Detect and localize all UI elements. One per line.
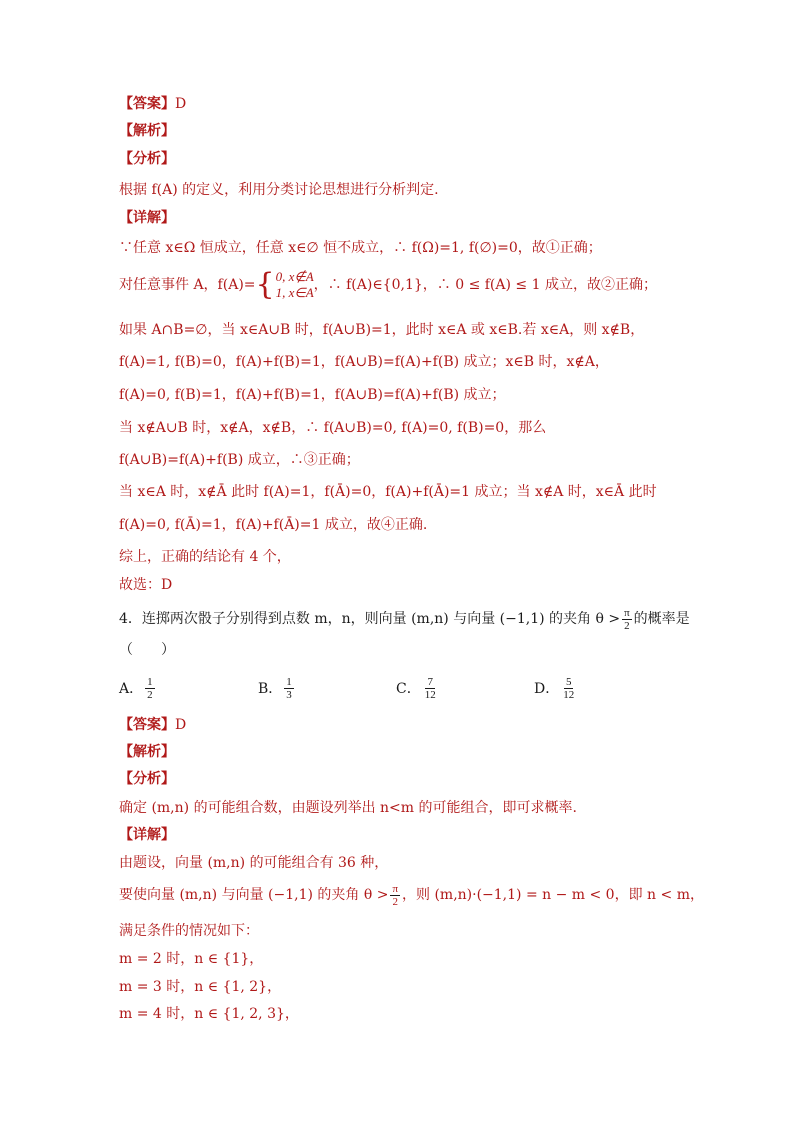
fenxi-label: 【分析】: [119, 151, 175, 167]
detail-line-10: 综上，正确的结论有 4 个，: [119, 549, 291, 565]
fenxi-text: 根据 f(A) 的定义，利用分类讨论思想进行分析判定.: [119, 182, 439, 198]
q4-stem-text: 4．连掷两次骰子分别得到点数 m，n，则向量 (m,n) 与向量 (−1,1) 的夹角 θ >: [119, 611, 621, 627]
detail-tag: [119, 208, 175, 228]
answer-value: D: [175, 96, 187, 112]
q4-detail-fraction: [390, 883, 400, 908]
fenxi-tag: [119, 149, 175, 169]
option-d-letter: D．: [534, 680, 560, 697]
option-b-fraction: [284, 676, 294, 701]
option-b-num: 1: [286, 676, 292, 688]
detail-line-5: f(A)=0, f(B)=1，f(A)+f(B)=1，f(A∪B)=f(A)+f(B) 成立；: [119, 387, 506, 403]
q4-stem-frac-den: 2: [624, 619, 630, 632]
q4-paren: （ ）: [119, 642, 175, 658]
detail-line-1: ∵任意 x∈Ω 恒成立，任意 x∈∅ 恒不成立，∴ f(Ω)=1, f(∅)=0，故①正确；: [119, 240, 602, 256]
q4-detail-line-3: 满足条件的情况如下：: [119, 923, 259, 939]
option-a-letter: A．: [119, 680, 144, 697]
option-a-num: 1: [147, 676, 153, 688]
option-c-num: 7: [427, 676, 433, 688]
q4-fenxi-label: 【分析】: [119, 771, 175, 787]
brace-glyph: {: [255, 267, 275, 302]
answer-line: [119, 94, 186, 114]
detail-line-6: 当 x∉A∪B 时，x∉A，x∉B，∴ f(A∪B)=0, f(A)=0, f(B)=0，那么: [119, 420, 547, 436]
piecewise-function: [256, 269, 314, 301]
q4-stem-fraction: [622, 607, 632, 632]
detail-line-2: [119, 268, 657, 302]
q4-stem: [119, 606, 690, 632]
option-b-letter: B．: [258, 680, 283, 697]
case-2: 1, x∈A: [275, 285, 314, 300]
q4-detail-line-4: m = 2 时，n ∈ {1}，: [119, 951, 264, 967]
q4-analysis-label: 【解析】: [119, 744, 175, 760]
analysis-tag: [119, 121, 175, 141]
option-c-den: 12: [424, 689, 436, 701]
detail-line-7: f(A∪B)=f(A)+f(B) 成立，∴③正确；: [119, 452, 360, 468]
detail-label: 【详解】: [119, 210, 175, 226]
option-b-den: 3: [286, 689, 292, 701]
q4-detail-line-1: 由题设，向量 (m,n) 的可能组合有 36 种，: [119, 855, 389, 871]
analysis-label: 【解析】: [119, 123, 175, 139]
detail-line-4: f(A)=1, f(B)=0，f(A)+f(B)=1，f(A∪B)=f(A)+f(B) 成立；x∈B 时，x∉A，: [119, 354, 609, 370]
answer-tag: 【答案】: [119, 96, 175, 112]
q4-fenxi-tag: [119, 769, 175, 789]
option-a-fraction: [145, 676, 155, 701]
case-1: 0, x∉A: [275, 269, 314, 284]
q4-detail-frac-den: 2: [392, 895, 398, 908]
q4-detail-line-5: m = 3 时，n ∈ {1, 2}，: [119, 979, 282, 995]
detail-line-9: f(A)=0, f(Ā)=1，f(A)+f(Ā)=1 成立，故④正确.: [119, 517, 428, 533]
option-d: [534, 676, 578, 701]
option-a-den: 2: [147, 689, 153, 701]
q4-detail-label: 【详解】: [119, 827, 175, 843]
q4-detail-line-2-post: ，则 (m,n)·(−1,1) = n − m < 0，即 n < m，: [402, 887, 704, 903]
option-b: [258, 676, 296, 701]
q4-answer-tag: 【答案】: [119, 717, 175, 733]
q4-answer-line: [119, 715, 186, 735]
option-d-den: 12: [563, 689, 575, 701]
detail-line-2-pre: 对任意事件 A，f(A)=: [119, 277, 256, 293]
option-c-letter: C．: [396, 680, 421, 697]
option-a: [119, 676, 157, 701]
detail-line-3: 如果 A∩B=∅，当 x∈A∪B 时，f(A∪B)=1，此时 x∈A 或 x∈B.若 x∈A，则 x∉B，: [119, 322, 645, 338]
option-d-num: 5: [565, 676, 572, 688]
option-c: [396, 676, 440, 701]
q4-detail-tag: [119, 825, 175, 845]
q4-answer-value: D: [175, 717, 187, 733]
option-c-fraction: [423, 676, 438, 701]
detail-line-11: 故选：D: [119, 577, 173, 593]
q4-detail-line-2: [119, 880, 704, 910]
q4-detail-frac-num: π: [392, 882, 399, 895]
q4-stem-end: 的概率是: [633, 611, 690, 627]
q4-detail-line-6: m = 4 时，n ∈ {1, 2, 3}，: [119, 1006, 299, 1022]
option-d-fraction: [561, 676, 576, 701]
detail-line-8: 当 x∈A 时，x∉Ā 此时 f(A)=1，f(Ā)=0，f(A)+f(Ā)=1 成立；当 x∉A 时，x∈Ā 此时: [119, 484, 657, 500]
detail-line-2-post: ，∴ f(A)∈{0,1}，∴ 0 ≤ f(A) ≤ 1 成立，故②正确；: [313, 277, 657, 293]
q4-analysis-tag: [119, 742, 175, 762]
piecewise-cases: [276, 269, 314, 301]
q4-stem-frac-num: π: [624, 606, 630, 619]
q4-detail-line-2-pre: 要使向量 (m,n) 与向量 (−1,1) 的夹角 θ >: [119, 887, 389, 903]
q4-fenxi-text: 确定 (m,n) 的可能组合数，由题设列举出 n<m 的可能组合，即可求概率.: [119, 800, 577, 816]
